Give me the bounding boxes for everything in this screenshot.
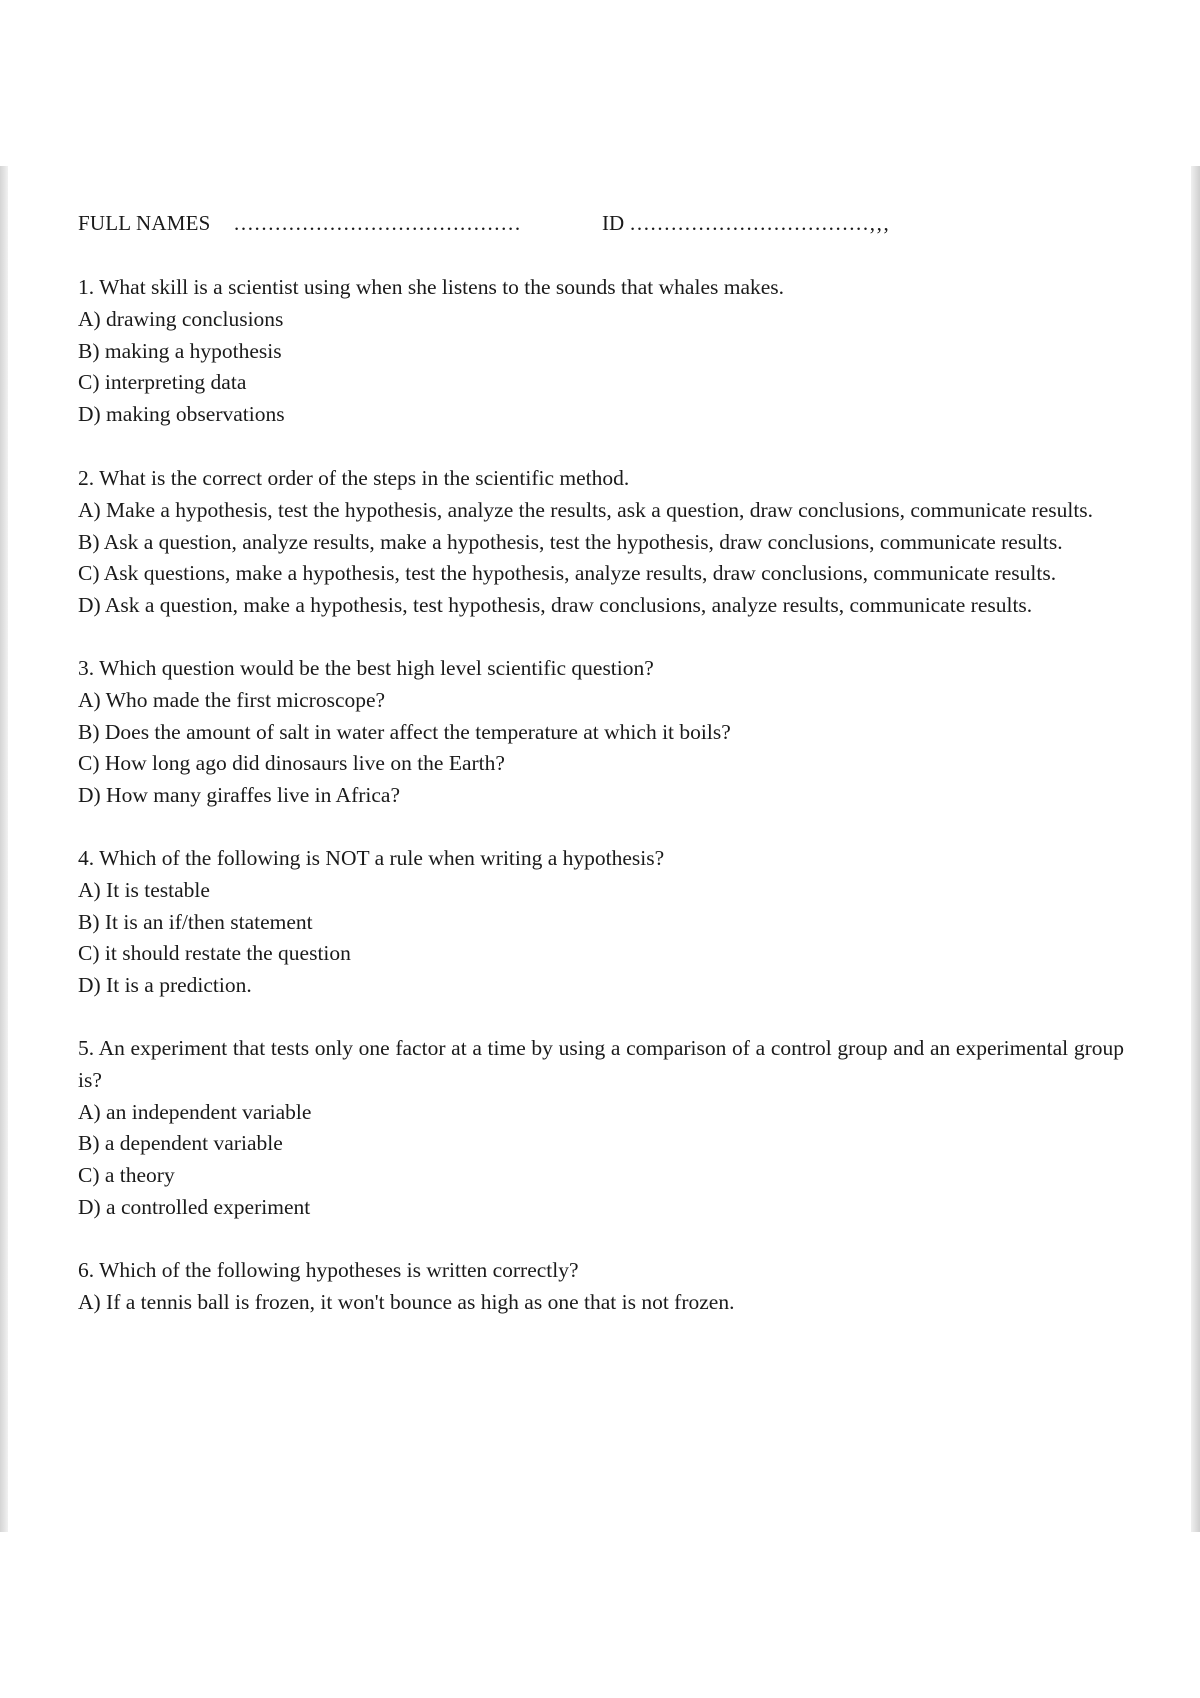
question-title: 1. What skill is a scientist using when she listens to the sounds that whales makes. (78, 275, 785, 299)
question-1 (78, 272, 1124, 431)
answer-option: D) How many giraffes live in Africa? (78, 783, 400, 808)
answer-option: A) Make a hypothesis, test the hypothesis, analyze the results, ask a question, draw conclusions, communicate results. (78, 497, 1094, 522)
page-right-edge (1191, 166, 1200, 1532)
answer-option: B) making a hypothesis (78, 338, 282, 363)
question-5 (78, 1033, 1124, 1224)
answer-option: A) Who made the first microscope? (78, 687, 386, 712)
answer-option: D) It is a prediction. (78, 973, 252, 998)
answer-option: D) making observations (78, 402, 285, 427)
answer-option: C) a theory (78, 1163, 175, 1188)
student-info-line (78, 203, 1124, 243)
question-title: 4. Which of the following is NOT a rule when writing a hypothesis? (78, 845, 665, 870)
id-blank: ...................................,,, (630, 211, 891, 235)
answer-option: A) It is testable (78, 877, 210, 902)
question-title: 6. Which of the following hypotheses is written correctly? (78, 1257, 579, 1282)
question-title: 5. An experiment that tests only one factor at a time by using a comparison of a control group and an experimental group is? (78, 1035, 1124, 1092)
answer-option: C) Ask questions, make a hypothesis, test the hypothesis, analyze results, draw conclusions, communicate results. (78, 561, 1057, 586)
answer-option: A) If a tennis ball is frozen, it won't bounce as high as one that is not frozen. (78, 1289, 735, 1314)
answer-option: A) an independent variable (78, 1099, 312, 1124)
full-names-blank: .......................................... (234, 211, 522, 235)
answer-option: B) a dependent variable (78, 1131, 283, 1156)
full-names-label: FULL NAMES (78, 211, 211, 235)
question-6 (78, 1255, 1124, 1319)
answer-option: A) drawing conclusions (78, 306, 284, 331)
question-4 (78, 843, 1124, 1002)
answer-option: C) it should restate the question (78, 941, 351, 966)
answer-option: C) How long ago did dinosaurs live on the Earth? (78, 751, 505, 776)
answer-option: C) interpreting data (78, 370, 247, 395)
page-left-edge (0, 166, 8, 1532)
answer-option: B) It is an if/then statement (78, 909, 313, 934)
question-3 (78, 653, 1124, 812)
answer-option: B) Ask a question, analyze results, make a hypothesis, test the hypothesis, draw conclusions, communicate results. (78, 529, 1063, 554)
question-title: 3. Which question would be the best high level scientific question? (78, 655, 654, 680)
answer-option: D) Ask a question, make a hypothesis, test hypothesis, draw conclusions, analyze results, communicate results. (78, 593, 1033, 618)
answer-option: B) Does the amount of salt in water affect the temperature at which it boils? (78, 719, 731, 744)
answer-option: D) a controlled experiment (78, 1194, 311, 1219)
question-title: 2. What is the correct order of the steps in the scientific method. (78, 465, 630, 490)
question-2 (78, 463, 1124, 622)
id-label: ID (602, 211, 625, 235)
worksheet-content (78, 203, 1124, 1318)
